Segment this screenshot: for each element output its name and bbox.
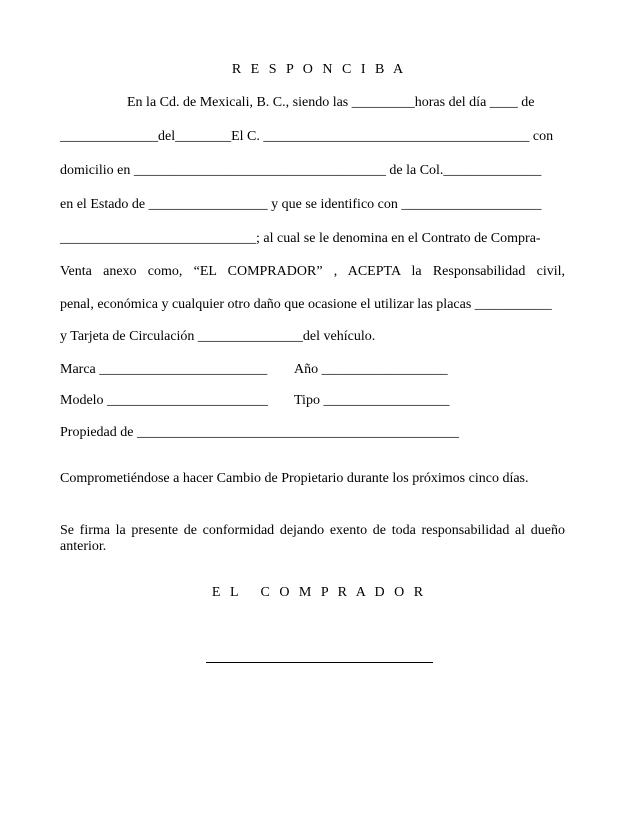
compromiso-text: Comprometiéndose a hacer Cambio de Propietario durante los próximos cinco días. [60, 471, 529, 486]
paragraph-line-5: ____________________________; al cual se le denomina en el Contrato de Compra- [60, 231, 541, 246]
propiedad-field: Propiedad de ______________________________________________ [60, 425, 459, 440]
paragraph-line-8: y Tarjeta de Circulación _______________del vehículo. [60, 329, 376, 344]
document-title: R E S P O N C I B A [231, 62, 407, 77]
modelo-field: Modelo _______________________ [60, 393, 269, 408]
anio-field: Año __________________ [294, 362, 448, 377]
paragraph-line-2: ______________del________El C. ______________________________________ con [60, 129, 554, 144]
signature-label: E L C O M P R A D O R [211, 585, 427, 600]
signature-line [206, 662, 433, 663]
paragraph-line-1: En la Cd. de Mexicali, B. C., siendo las _________horas del día ____ de [127, 95, 535, 110]
firma-paragraph: Se firma la presente de conformidad dejando exento de toda responsabilidad al dueño anterior. [60, 523, 565, 554]
tipo-field: Tipo __________________ [294, 393, 450, 408]
paragraph-line-4: en el Estado de _________________ y que se identifico con ____________________ [60, 197, 542, 212]
marca-field: Marca ________________________ [60, 362, 268, 377]
paragraph-line-3: domicilio en ____________________________________ de la Col.______________ [60, 163, 542, 178]
paragraph-line-7: penal, económica y cualquier otro daño que ocasione el utilizar las placas ___________ [60, 297, 552, 312]
paragraph-line-6: Venta anexo como, “EL COMPRADOR” , ACEPTA la Responsabilidad civil, [60, 264, 565, 279]
